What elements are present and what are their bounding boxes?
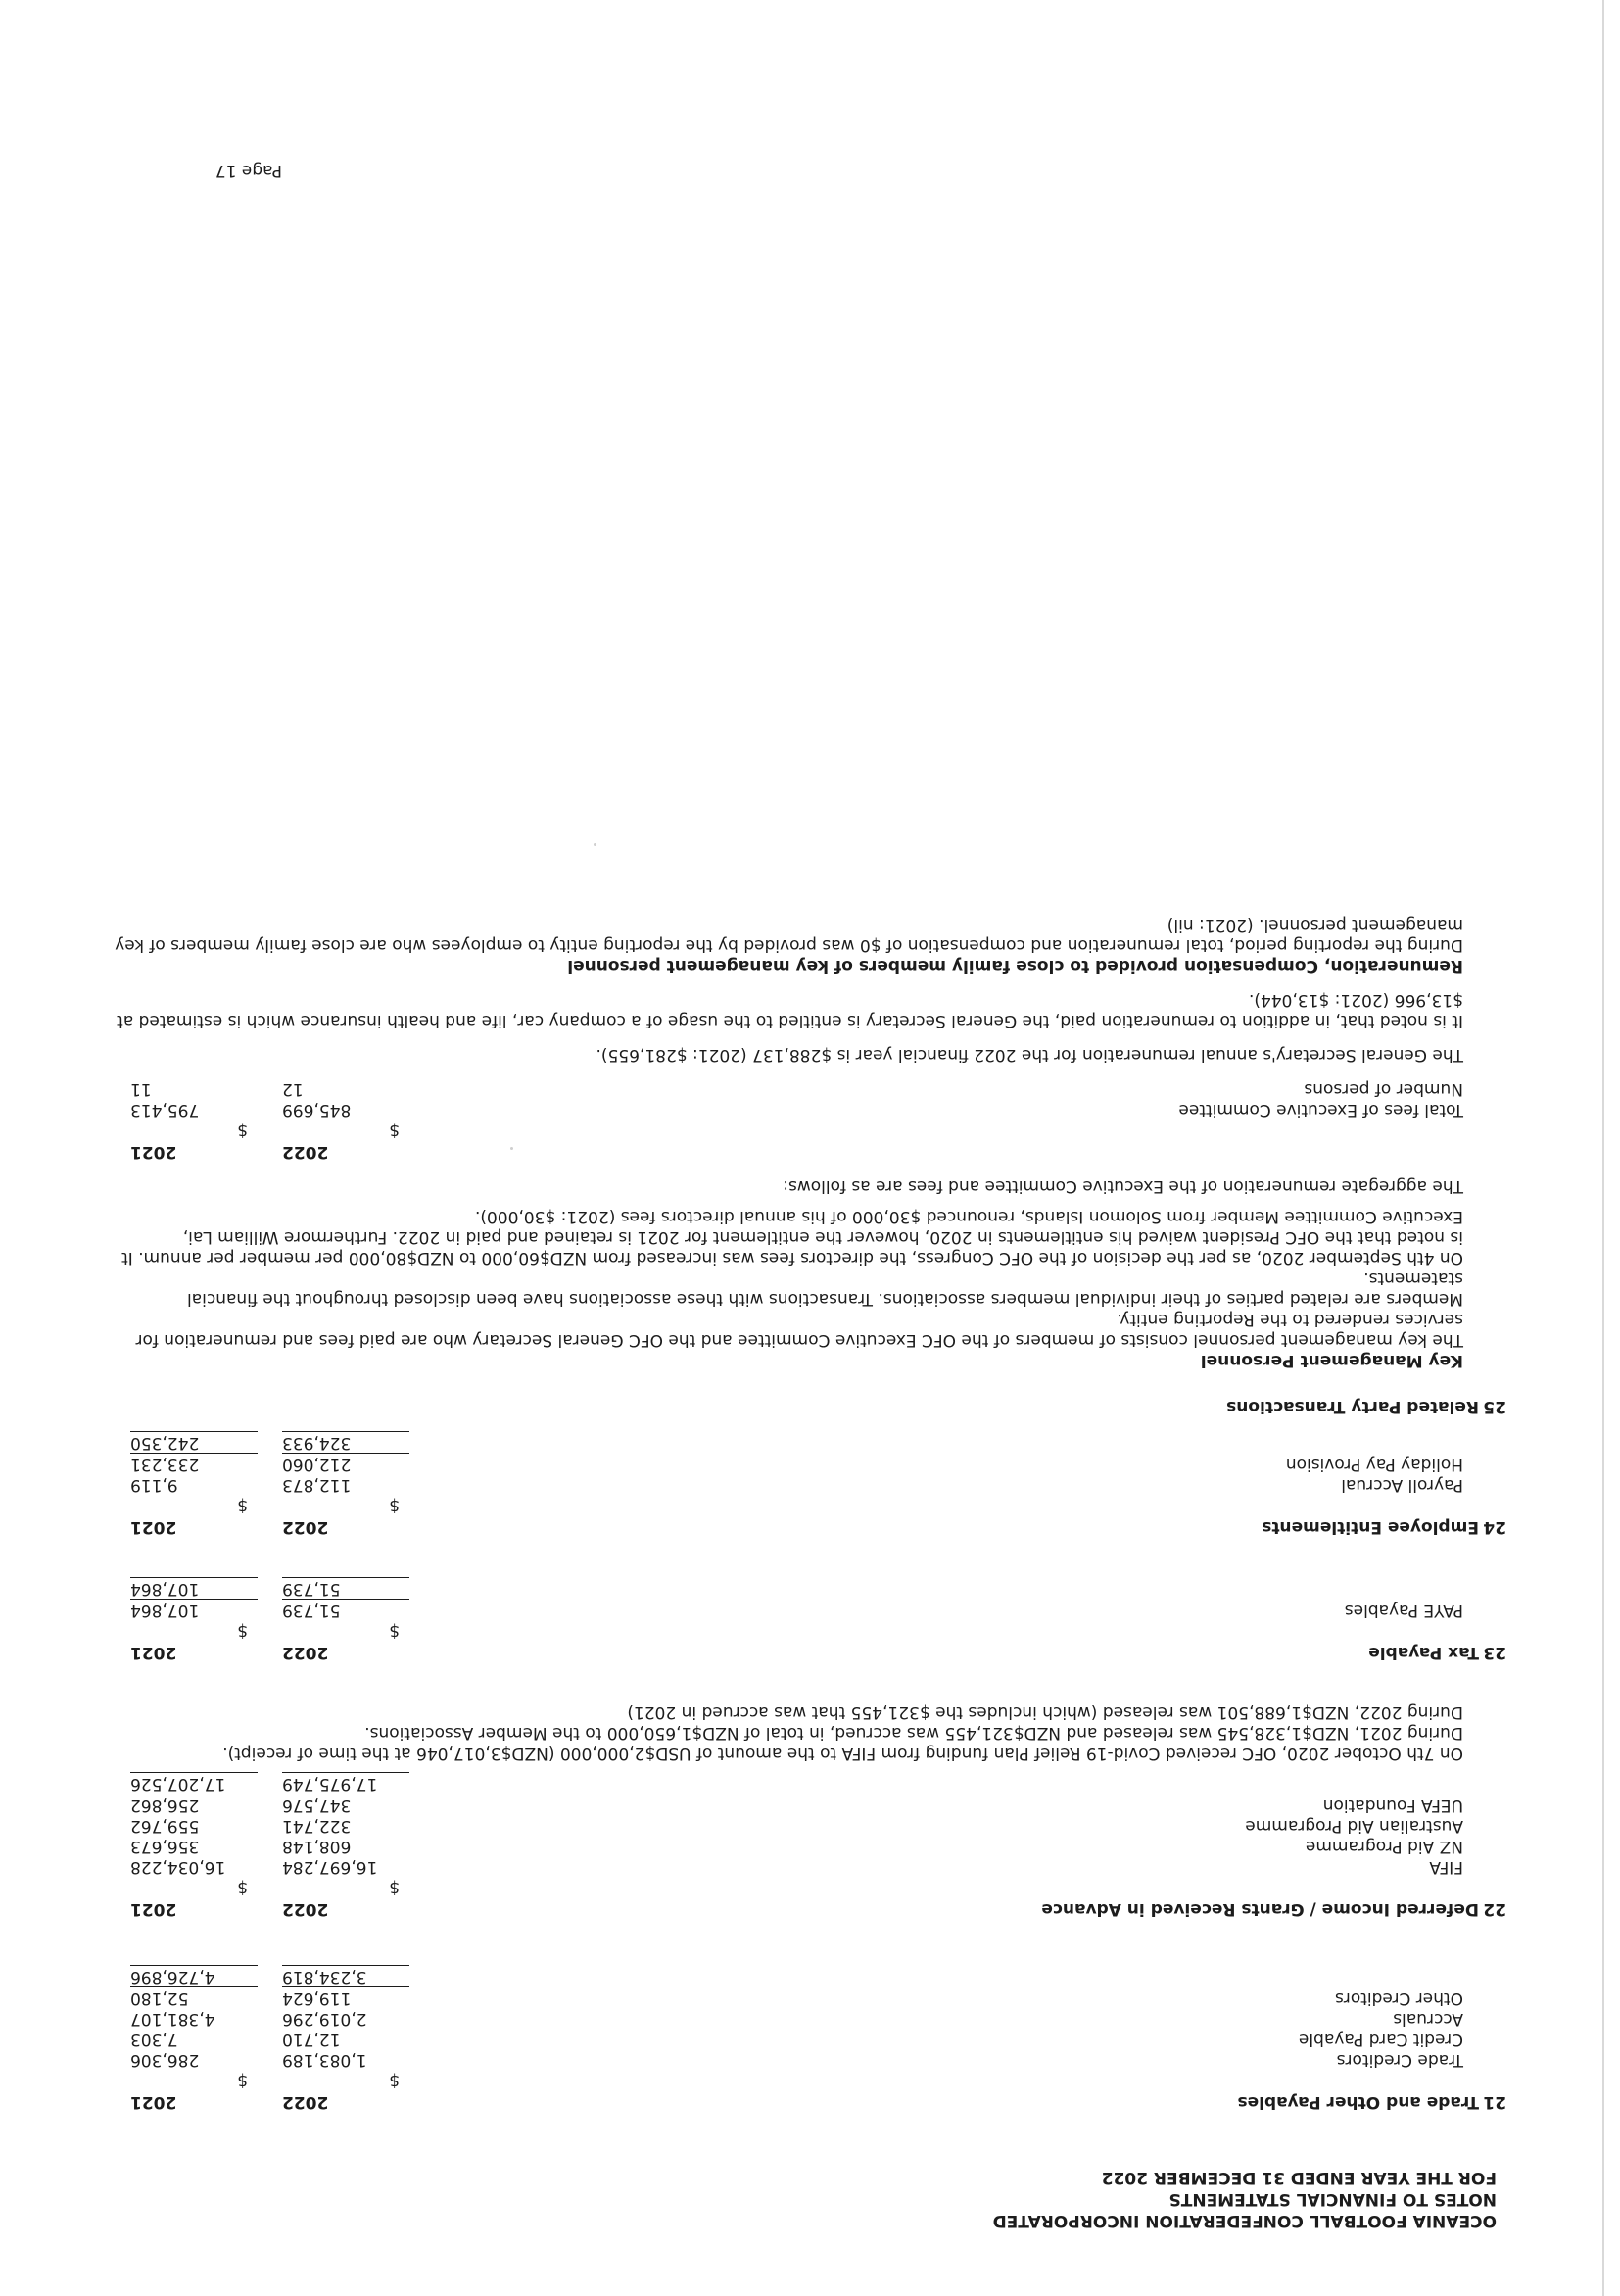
currency-row: [106, 1620, 1506, 1641]
scan-speck: [510, 1147, 513, 1150]
note-23: [106, 1578, 1506, 1662]
note-22-title: 22Deferred Income / Grants Received in Advance: [1041, 1899, 1506, 1919]
note-22: [106, 1701, 1506, 1919]
note-23-title: 23Tax Payable: [1368, 1643, 1506, 1662]
currency-2022: $: [389, 2071, 400, 2090]
currency-2022: $: [389, 1496, 400, 1515]
table-row: Accruals 2,019,296 4,381,107: [130, 2009, 1463, 2029]
kmp-text-2: Members are related parties of their individual members associations. Transactions with these associations have been disclosed throughout the financial statements.: [187, 1268, 1463, 1309]
note-25: [106, 914, 1506, 1416]
table-row: Total fees of Executive Committee 845,699 795,413: [130, 1100, 1463, 1120]
table-row: Number of persons 12 11: [130, 1079, 1463, 1099]
col-2021: 2021: [130, 1899, 177, 1919]
table-row: FIFA 16,697,284 16,034,228: [130, 1857, 1463, 1877]
note-22-text-2: During 2021, NZD$1,328,545 was released and NZD$321,455 was accrued, in total of NZD$1,650,000 to the Member Associations.: [364, 1723, 1463, 1743]
total-row: [106, 1578, 1506, 1600]
note-25-title: 25Related Party Transactions: [1226, 1397, 1506, 1416]
table-row: Credit Card Payable 12,710 7,303: [130, 2030, 1463, 2049]
page-number: Page 17: [214, 161, 282, 180]
currency-2021: $: [237, 1878, 248, 1897]
currency-2022: $: [389, 1878, 400, 1897]
total-2021: 242,350: [130, 1431, 258, 1454]
total-row: [106, 1773, 1506, 1794]
gs-text-2: It is noted that, in addition to remuneration paid, the General Secretary is entitled to the usage of a company car, life and health insurance which is estimated at $13,966 (2021: $13,044).: [117, 990, 1463, 1030]
total-2022: 51,739: [282, 1577, 409, 1600]
col-2021: 2021: [130, 1517, 177, 1537]
period-title: FOR THE YEAR ENDED 31 DECEMBER 2022: [1101, 2168, 1497, 2187]
table-row: Holiday Pay Provision 212,060 233,231: [130, 1455, 1463, 1474]
total-2021: 17,207,526: [130, 1772, 258, 1794]
currency-2022: $: [389, 1621, 400, 1641]
table-row: PAYE Payables 51,739 107,864: [130, 1601, 1463, 1620]
currency-row: [106, 1495, 1506, 1515]
col-2021: 2021: [130, 2092, 177, 2112]
col-2022: 2022: [282, 1517, 329, 1537]
currency-2022: $: [389, 1121, 400, 1140]
table-row: NZ Aid Programme 608,148 356,673: [130, 1837, 1463, 1856]
note-22-text-1: On 7th October 2020, OFC received Covid-19 Relief Plan funding from FIFA to the amount of USD$2,000,000 (NZD$3,017,046 at the time of receipt).: [222, 1744, 1463, 1763]
table-row: Australian Aid Programme 322,741 559,762: [130, 1816, 1463, 1836]
currency-row: [106, 1877, 1506, 1897]
gs-text-1: The General Secretary's annual remuneration for the 2022 financial year is $288,137 (2021: $281,655).: [596, 1045, 1463, 1065]
total-row: [106, 1432, 1506, 1454]
col-2022: 2022: [282, 1142, 329, 1162]
table-row: Payroll Accrual 112,873 9,119: [130, 1475, 1463, 1495]
document-header: [106, 2167, 1506, 2231]
total-row: [106, 1966, 1506, 1987]
kmp-text-4: The aggregate remuneration of the Executive Committee and fees are as follows:: [783, 1176, 1463, 1196]
total-2021: 107,864: [130, 1577, 258, 1600]
currency-2021: $: [237, 1121, 248, 1140]
total-2022: 324,933: [282, 1431, 409, 1454]
note-24: [106, 1432, 1506, 1537]
document-content: [106, 914, 1506, 2237]
org-name: OCEANIA FOOTBALL CONFEDERATION INCORPORATED: [992, 2211, 1497, 2230]
table-row: UEFA Foundation 347,576 256,862: [130, 1795, 1463, 1815]
col-2021: 2021: [130, 1142, 177, 1162]
currency-row: [106, 2070, 1506, 2090]
col-2022: 2022: [282, 1899, 329, 1919]
total-2021: 4,726,896: [130, 1965, 258, 1987]
table-row: Trade Creditors 1,083,189 286,306: [130, 2050, 1463, 2070]
currency-2021: $: [237, 2071, 248, 2090]
note-22-text-3: During 2022, NZD$1,688,501 was released (which includes the $321,455 that was accrued in 2021): [627, 1702, 1463, 1722]
scan-speck: [594, 843, 596, 846]
col-2022: 2022: [282, 2092, 329, 2112]
col-2022: 2022: [282, 1643, 329, 1662]
total-2022: 3,234,819: [282, 1965, 409, 1987]
note-24-title: 24Employee Entitlements: [1262, 1517, 1506, 1537]
kmp-text-1: The key management personnel consists of members of the OFC Executive Committee and the OFC General Secretary who are paid fees and remuneration for services rendered to the Reporting entity.: [135, 1310, 1463, 1350]
table-row: Other Creditors 119,624 52,180: [130, 1988, 1463, 2008]
note-21: [106, 1966, 1506, 2112]
total-2022: 17,975,749: [282, 1772, 409, 1794]
family-text: During the reporting period, total remuneration and compensation of $0 was provided by the reporting entity to employees who are close family members of key management personnel. (2021: nil): [115, 915, 1463, 955]
doc-title: NOTES TO FINANCIAL STATEMENTS: [1168, 2189, 1497, 2209]
kmp-text-3: On 4th September 2020, as per the decision of the OFC Congress, the directors fees was increased from NZD$60,000 to NZD$80,000 per member per annum. It is noted that the OFC President waived his entitlements in 2020, however the entitlement for 2021 is retained and paid in 2022. Furthermore William Lai, Executive Committee Member from Solomon Islands, renounced $30,000 of his annual directors fees (2021: $30,000).: [121, 1207, 1463, 1268]
note-21-title: 21Trade and Other Payables: [1237, 2092, 1506, 2112]
currency-2021: $: [237, 1496, 248, 1515]
kmp-heading: Key Management Personnel: [1200, 1351, 1463, 1370]
currency-row: [106, 1120, 1506, 1140]
family-heading: Remuneration, Compensation provided to close family members of key management personnel: [567, 956, 1463, 976]
col-2021: 2021: [130, 1643, 177, 1662]
currency-2021: $: [237, 1621, 248, 1641]
